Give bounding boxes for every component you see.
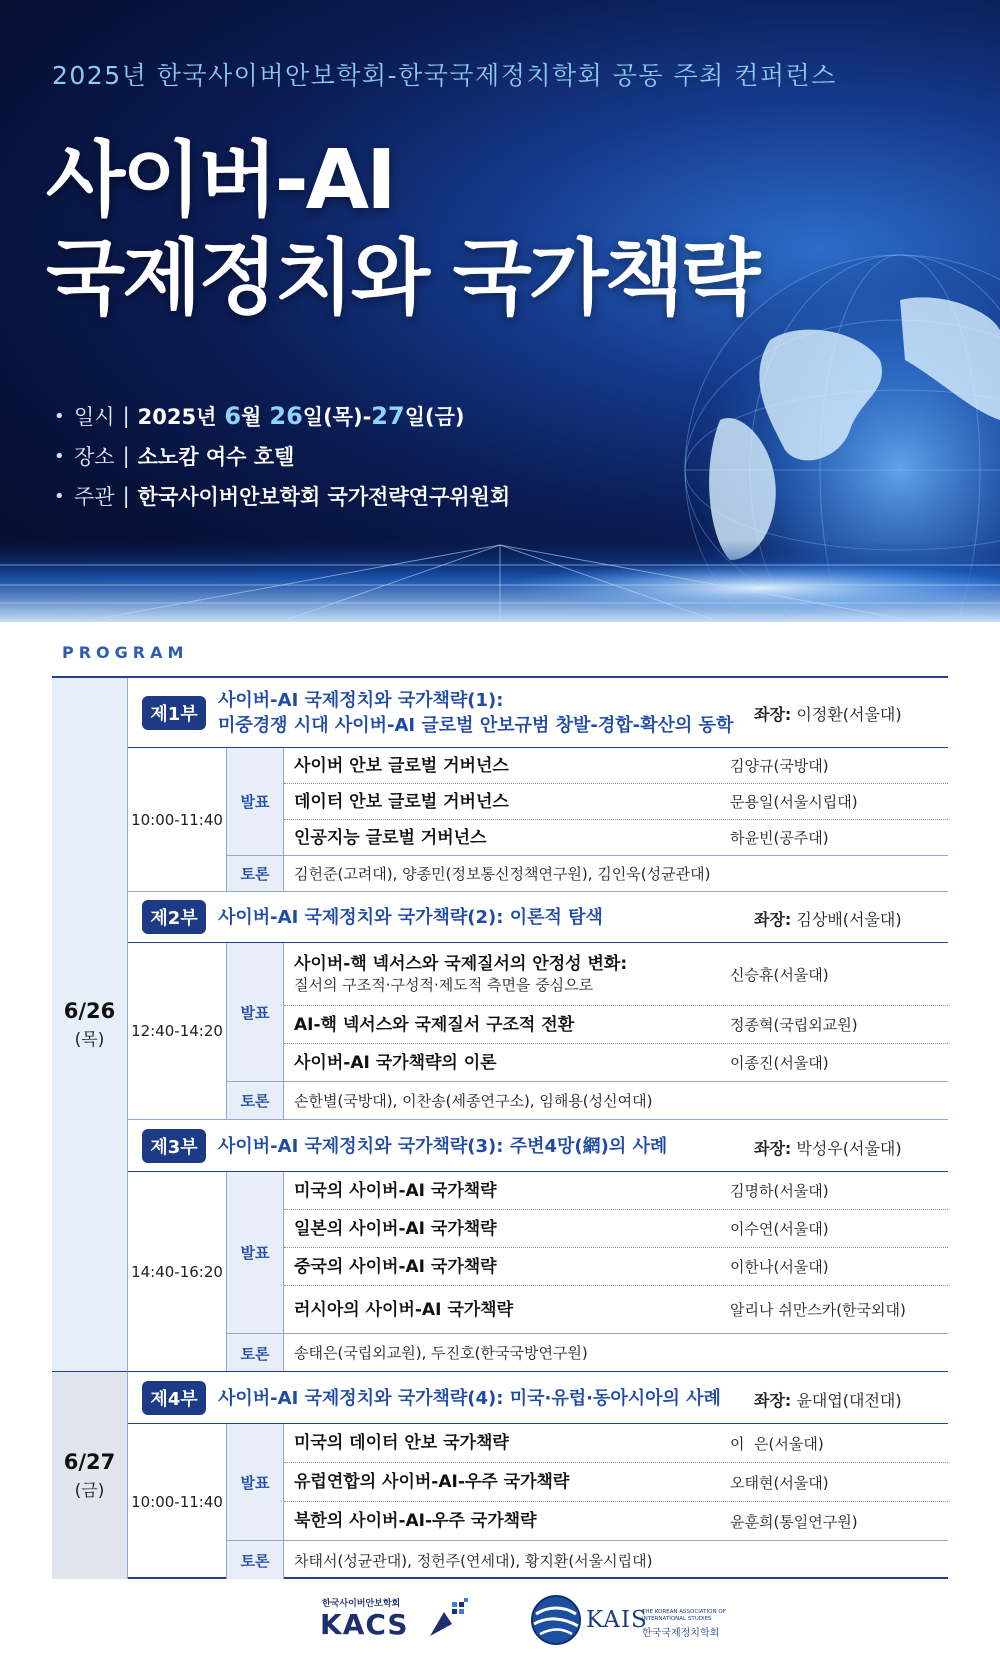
discussant-row bbox=[284, 1334, 948, 1372]
session-header bbox=[128, 678, 948, 748]
kacs-shield-icon bbox=[424, 1598, 470, 1638]
talk-title: 미국의 데이터 안보 국가책략 bbox=[294, 1433, 509, 1453]
separator: | bbox=[122, 404, 130, 428]
date-month: 6 bbox=[224, 402, 242, 430]
separator: | bbox=[122, 444, 130, 468]
talk-speaker: 김명하(서울대) bbox=[730, 1182, 829, 1200]
date-day1-unit: 일(목)- bbox=[302, 405, 372, 429]
talk-title: 유럽연합의 사이버-AI-우주 국가책략 bbox=[294, 1472, 570, 1492]
talk-speaker: 하윤빈(공주대) bbox=[730, 829, 829, 847]
session-header bbox=[128, 892, 948, 943]
chair-name: 박성우(서울대) bbox=[796, 1139, 902, 1158]
session-header bbox=[128, 1120, 948, 1172]
venue-value: 소노캄 여수 호텔 bbox=[137, 445, 295, 469]
type-present: 발표 bbox=[227, 1172, 284, 1334]
type-discuss: 토론 bbox=[227, 856, 284, 892]
talk-speaker: 문용일(서울시립대) bbox=[730, 793, 858, 811]
kais-korean-name: 한국국제정치학회 bbox=[642, 1628, 720, 1639]
conference-subtitle: 2025년 한국사이버안보학회-한국국제정치학회 공동 주최 컨퍼런스 bbox=[52, 61, 837, 90]
info-host bbox=[54, 476, 754, 516]
chair-label: 좌장: bbox=[754, 705, 792, 724]
talk-speaker: 이수연(서울대) bbox=[730, 1220, 829, 1238]
date-year: 2025년 bbox=[137, 405, 217, 429]
kais-wordmark: KAIS bbox=[586, 1607, 648, 1633]
talk-row bbox=[284, 1006, 948, 1044]
discussant-row bbox=[284, 1541, 948, 1579]
talk-title: AI-핵 넥서스와 국제질서 구조적 전환 bbox=[294, 1014, 575, 1035]
session-chair bbox=[754, 907, 902, 930]
bullet-icon: • bbox=[54, 405, 65, 427]
talk-title bbox=[284, 953, 730, 995]
kais-globe-icon bbox=[530, 1594, 582, 1646]
host-label: 주관 bbox=[74, 485, 115, 509]
talk-title: 데이터 안보 글로벌 거버넌스 bbox=[294, 791, 509, 812]
page-title-line2: 국제정치와 국가책략 bbox=[46, 231, 758, 326]
talk-title: 북한의 사이버-AI-우주 국가책략 bbox=[294, 1511, 537, 1531]
chair-label: 좌장: bbox=[754, 1391, 792, 1410]
discussants: 김헌준(고려대), 양종민(정보통신정책연구원), 김인욱(성균관대) bbox=[294, 865, 711, 883]
session-title: 사이버-AI 국제정치와 국가책략(3): 주변4망(網)의 사례 bbox=[218, 1136, 668, 1157]
session-time: 10:00-11:40 bbox=[128, 748, 227, 892]
session-title: 사이버-AI 국제정치와 국가책략(4): 미국·유럽·동아시아의 사례 bbox=[218, 1388, 721, 1409]
talk-title: 인공지능 글로벌 거버넌스 bbox=[294, 827, 487, 848]
discussants: 송태은(국립외교원), 두진호(한국국방연구원) bbox=[294, 1344, 588, 1362]
session-chair bbox=[754, 1136, 902, 1159]
talk-speaker: 오태현(서울대) bbox=[730, 1473, 829, 1492]
type-discuss: 토론 bbox=[227, 1541, 284, 1579]
discussant-row bbox=[284, 856, 948, 892]
talk-title: 일본의 사이버-AI 국가책략 bbox=[294, 1218, 497, 1239]
bullet-icon: • bbox=[54, 445, 65, 467]
separator: | bbox=[122, 484, 130, 508]
type-discuss: 토론 bbox=[227, 1334, 284, 1372]
talk-title: 사이버 안보 글로벌 거버넌스 bbox=[294, 755, 509, 776]
session-header bbox=[128, 1372, 948, 1424]
day-date: 6/27 bbox=[63, 1450, 116, 1474]
talk-speaker: 정종혁(국립외교원) bbox=[730, 1016, 858, 1034]
session-title: 사이버-AI 국제정치와 국가책략(2): 이론적 탐색 bbox=[218, 907, 603, 928]
day-date: 6/26 bbox=[63, 999, 116, 1023]
session-badge: 제4부 bbox=[142, 1381, 206, 1415]
talk-row bbox=[284, 1210, 948, 1248]
session-time: 10:00-11:40 bbox=[128, 1424, 227, 1579]
date-day2-unit: 일(금) bbox=[404, 405, 465, 429]
discussants: 차태서(성균관대), 정헌주(연세대), 황지환(서울시립대) bbox=[294, 1551, 653, 1570]
talk-row bbox=[284, 820, 948, 856]
chair-name: 윤대엽(대전대) bbox=[796, 1391, 902, 1410]
session-badge: 제3부 bbox=[142, 1129, 206, 1163]
talk-speaker: 윤훈희(통일연구원) bbox=[730, 1512, 858, 1531]
talk-title: 미국의 사이버-AI 국가책략 bbox=[294, 1180, 497, 1201]
talk-row bbox=[284, 943, 948, 1006]
date-month-unit: 월 bbox=[241, 405, 262, 429]
day-weekday: (금) bbox=[74, 1481, 105, 1501]
type-present: 발표 bbox=[227, 943, 284, 1082]
discussant-row bbox=[284, 1082, 948, 1120]
day-column-1 bbox=[52, 678, 128, 1372]
day-weekday: (목) bbox=[74, 1030, 105, 1050]
talk-row bbox=[284, 1172, 948, 1210]
talk-speaker: 이 은(서울대) bbox=[730, 1434, 824, 1453]
venue-label: 장소 bbox=[74, 445, 115, 469]
talk-speaker: 이종진(서울대) bbox=[730, 1054, 829, 1072]
bullet-icon: • bbox=[54, 485, 65, 507]
session-title bbox=[218, 688, 733, 738]
session-title-line2: 미중경쟁 시대 사이버-AI 글로벌 안보규범 창발-경합-확산의 동학 bbox=[218, 715, 734, 736]
hero-banner bbox=[0, 0, 1000, 622]
talk-speaker: 알리나 쉬만스카(한국외대) bbox=[730, 1301, 906, 1319]
chair-label: 좌장: bbox=[754, 1139, 792, 1158]
session-badge: 제2부 bbox=[142, 900, 206, 934]
page-title-line1: 사이버-AI bbox=[46, 133, 394, 228]
kais-logo bbox=[530, 1592, 730, 1648]
event-info bbox=[54, 396, 754, 516]
talk-row bbox=[284, 748, 948, 784]
type-present: 발표 bbox=[227, 1424, 284, 1541]
talk-row bbox=[284, 784, 948, 820]
talk-row bbox=[284, 1463, 948, 1502]
date-day2: 27 bbox=[371, 402, 405, 430]
talk-row bbox=[284, 1044, 948, 1082]
talk-row bbox=[284, 1248, 948, 1286]
session-chair bbox=[754, 702, 902, 725]
chair-label: 좌장: bbox=[754, 910, 792, 929]
chair-name: 이정환(서울대) bbox=[796, 705, 902, 724]
date-label: 일시 bbox=[74, 405, 115, 429]
day-column-2 bbox=[52, 1372, 128, 1579]
session-title-line1: 사이버-AI 국제정치와 국가책략(1): bbox=[218, 690, 504, 711]
talk-speaker: 김양규(국방대) bbox=[730, 757, 829, 775]
session-time: 12:40-14:20 bbox=[128, 943, 227, 1120]
info-date bbox=[54, 396, 754, 436]
talk-subtitle: 질서의 구조적·구성적·제도적 측면을 중심으로 bbox=[294, 976, 594, 994]
talk-speaker: 신승휴(서울대) bbox=[730, 965, 829, 984]
date-day1: 26 bbox=[269, 402, 303, 430]
host-value: 한국사이버안보학회 국가전략연구위원회 bbox=[137, 485, 511, 509]
info-venue bbox=[54, 436, 754, 476]
type-present: 발표 bbox=[227, 748, 284, 856]
kacs-logo bbox=[320, 1596, 470, 1644]
type-discuss: 토론 bbox=[227, 1082, 284, 1120]
talk-row bbox=[284, 1286, 948, 1334]
talk-title: 러시아의 사이버-AI 국가책략 bbox=[294, 1299, 514, 1320]
talk-title: 중국의 사이버-AI 국가책략 bbox=[294, 1256, 497, 1277]
program-table bbox=[52, 676, 948, 1579]
talk-row bbox=[284, 1424, 948, 1463]
talk-title-main: 사이버-핵 넥서스와 국제질서의 안정성 변화: bbox=[294, 954, 628, 974]
session-chair bbox=[754, 1388, 902, 1411]
discussants: 손한별(국방대), 이찬송(세종연구소), 임해용(성신여대) bbox=[294, 1092, 653, 1110]
session-time: 14:40-16:20 bbox=[128, 1172, 227, 1372]
talk-title: 사이버-AI 국가책략의 이론 bbox=[294, 1052, 497, 1073]
chair-name: 김상배(서울대) bbox=[796, 910, 902, 929]
kacs-korean-name: 한국사이버안보학회 bbox=[322, 1599, 401, 1609]
program-label: PROGRAM bbox=[62, 643, 189, 662]
talk-speaker: 이한나(서울대) bbox=[730, 1258, 829, 1276]
kacs-wordmark: KACS bbox=[320, 1608, 409, 1641]
kais-english-name: THE KOREAN ASSOCIATION OF INTERNATIONAL STUDIES bbox=[642, 1609, 726, 1622]
talk-row bbox=[284, 1502, 948, 1541]
session-badge: 제1부 bbox=[142, 696, 206, 730]
